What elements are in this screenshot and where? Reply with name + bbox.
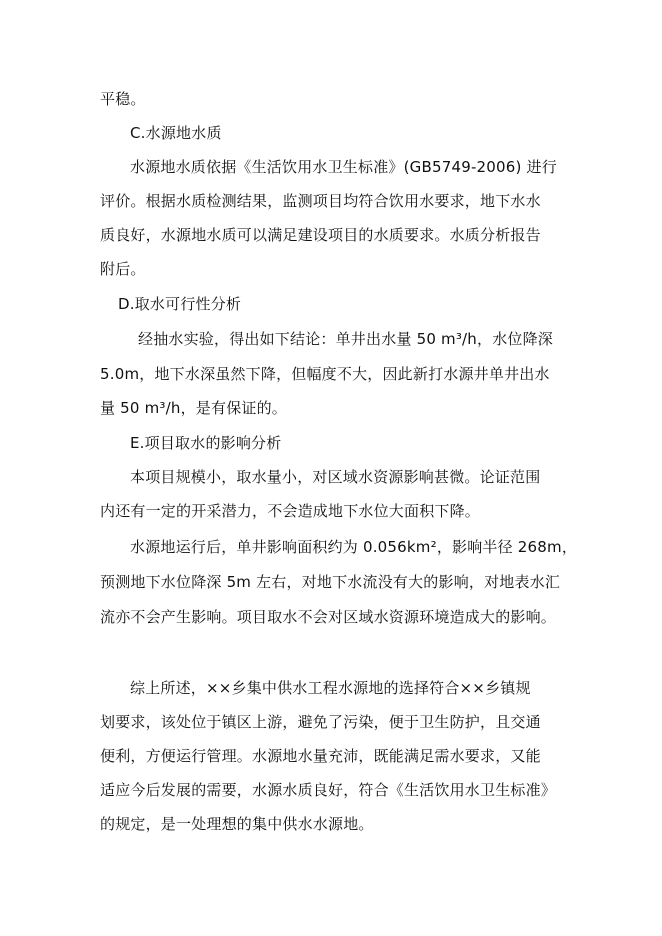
text-line: 适应今后发展的需要，水源水质良好，符合《生活饮用水卫生标准》 bbox=[100, 781, 557, 799]
section-heading-c: C.水源地水质 bbox=[130, 124, 222, 142]
text-line: 本项目规模小，取水量小，对区域水资源影响甚微。论证范围 bbox=[130, 468, 541, 486]
text-line: 评价。根据水质检测结果，监测项目均符合饮用水要求，地下水水 bbox=[100, 192, 541, 210]
text-line: 平稳。 bbox=[100, 90, 146, 108]
text-line: 附后。 bbox=[100, 260, 146, 278]
text-line: 综上所述，××乡集中供水工程水源地的选择符合××乡镇规 bbox=[130, 679, 531, 697]
text-line: 水源地运行后，单井影响面积约为 0.056km²，影响半径 268m， bbox=[130, 538, 578, 556]
text-line: 划要求，该处位于镇区上游，避免了污染，便于卫生防护，且交通 bbox=[100, 713, 541, 731]
text-line: 5.0m，地下水深虽然下降，但幅度不大，因此新打水源井单井出水 bbox=[100, 365, 550, 383]
text-line: 便利，方便运行管理。水源地水量充沛，既能满足需水要求，又能 bbox=[100, 747, 541, 765]
text-line: 量 50 m³/h，是有保证的。 bbox=[100, 399, 288, 417]
text-line: 质良好，水源地水质可以满足建设项目的水质要求。水质分析报告 bbox=[100, 226, 541, 244]
text-line: 内还有一定的开采潜力，不会造成地下水位大面积下降。 bbox=[100, 502, 481, 520]
section-heading-d: D.取水可行性分析 bbox=[118, 295, 242, 313]
text-line: 流亦不会产生影响。项目取水不会对区域水资源环境造成大的影响。 bbox=[100, 608, 557, 626]
text-line: 预测地下水位降深 5m 左右，对地下水流没有大的影响，对地表水汇 bbox=[100, 573, 561, 591]
text-line: 水源地水质依据《生活饮用水卫生标准》(GB5749-2006) 进行 bbox=[130, 158, 557, 176]
text-line: 经抽水实验，得出如下结论：单井出水量 50 m³/h，水位降深 bbox=[138, 330, 554, 348]
section-heading-e: E.项目取水的影响分析 bbox=[130, 434, 282, 452]
text-line: 的规定，是一处理想的集中供水水源地。 bbox=[100, 815, 374, 833]
